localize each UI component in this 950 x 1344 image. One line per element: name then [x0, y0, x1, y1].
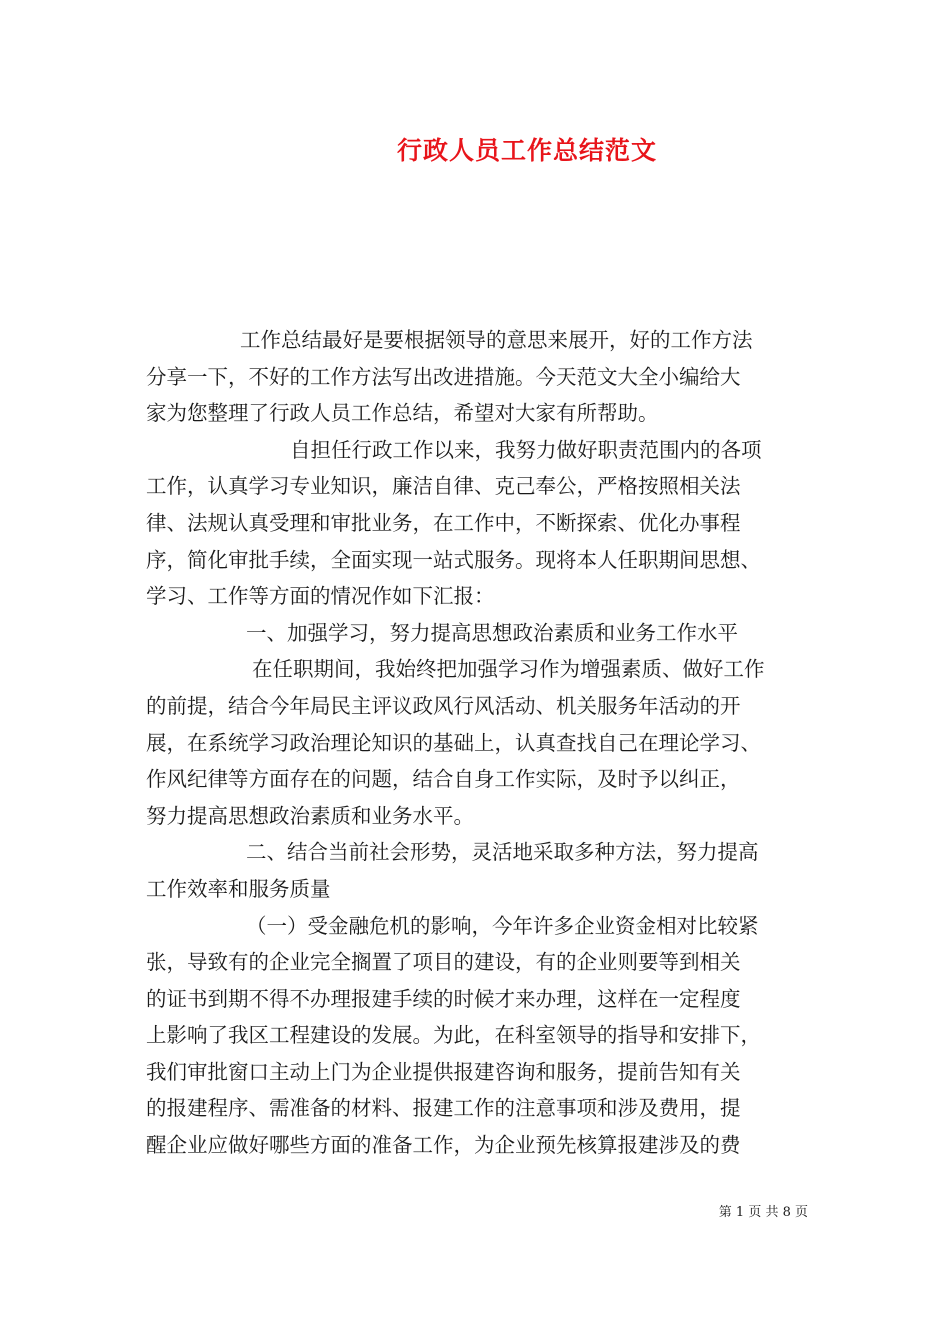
text-line: 分享一下，不好的工作方法写出改进措施。今天范文大全小编给大 — [146, 364, 741, 389]
text-line: 我们审批窗口主动上门为企业提供报建咨询和服务，提前告知有关 — [146, 1059, 741, 1084]
text-line: 的报建程序、需准备的材料、报建工作的注意事项和涉及费用，提 — [146, 1096, 741, 1121]
text-line: 努力提高思想政治素质和业务水平。 — [146, 803, 474, 828]
text-line: 工作，认真学习专业知识，廉洁自律、克己奉公，严格按照相关法 — [146, 474, 741, 499]
text-line: 展，在系统学习政治理论知识的基础上，认真查找自己在理论学习、 — [146, 730, 761, 755]
text-line: 家为您整理了行政人员工作总结，希望对大家有所帮助。 — [146, 401, 659, 426]
text-line: 工作效率和服务质量 — [146, 876, 331, 901]
text-line: 醒企业应做好哪些方面的准备工作，为企业预先核算报建涉及的费 — [146, 1133, 741, 1158]
text-line: 律、法规认真受理和审批业务，在工作中，不断探索、优化办事程 — [146, 510, 741, 535]
document-body — [146, 322, 808, 1164]
text-line: 二、结合当前社会形势，灵活地采取多种方法，努力提高 — [246, 840, 759, 865]
text-line: 上影响了我区工程建设的发展。为此，在科室领导的指导和安排下， — [146, 1023, 761, 1048]
text-line: 序，简化审批手续，全面实现一站式服务。现将本人任职期间思想、 — [146, 547, 761, 572]
text-line: 自担任行政工作以来，我努力做好职责范围内的各项 — [290, 437, 762, 462]
text-line: 在任职期间，我始终把加强学习作为增强素质、做好工作 — [252, 657, 765, 682]
text-line: （一）受金融危机的影响，今年许多企业资金相对比较紧 — [246, 913, 759, 938]
text-line: 张，导致有的企业完全搁置了项目的建设，有的企业则要等到相关 — [146, 950, 741, 975]
page-footer: 第 1 页 共 8 页 — [718, 1205, 808, 1220]
text-line: 工作总结最好是要根据领导的意思来展开，好的工作方法 — [240, 328, 753, 352]
text-line: 作风纪律等方面存在的问题，结合自身工作实际，及时予以纠正， — [146, 767, 741, 792]
text-line: 的证书到期不得不办理报建手续的时候才来办理，这样在一定程度 — [146, 986, 741, 1011]
text-line: 一、加强学习，努力提高思想政治素质和业务工作水平 — [246, 620, 738, 645]
text-line: 的前提，结合今年局民主评议政风行风活动、机关服务年活动的开 — [146, 693, 741, 718]
document-title: 行政人员工作总结范文 — [396, 136, 657, 165]
text-line: 学习、工作等方面的情况作如下汇报： — [146, 584, 495, 609]
